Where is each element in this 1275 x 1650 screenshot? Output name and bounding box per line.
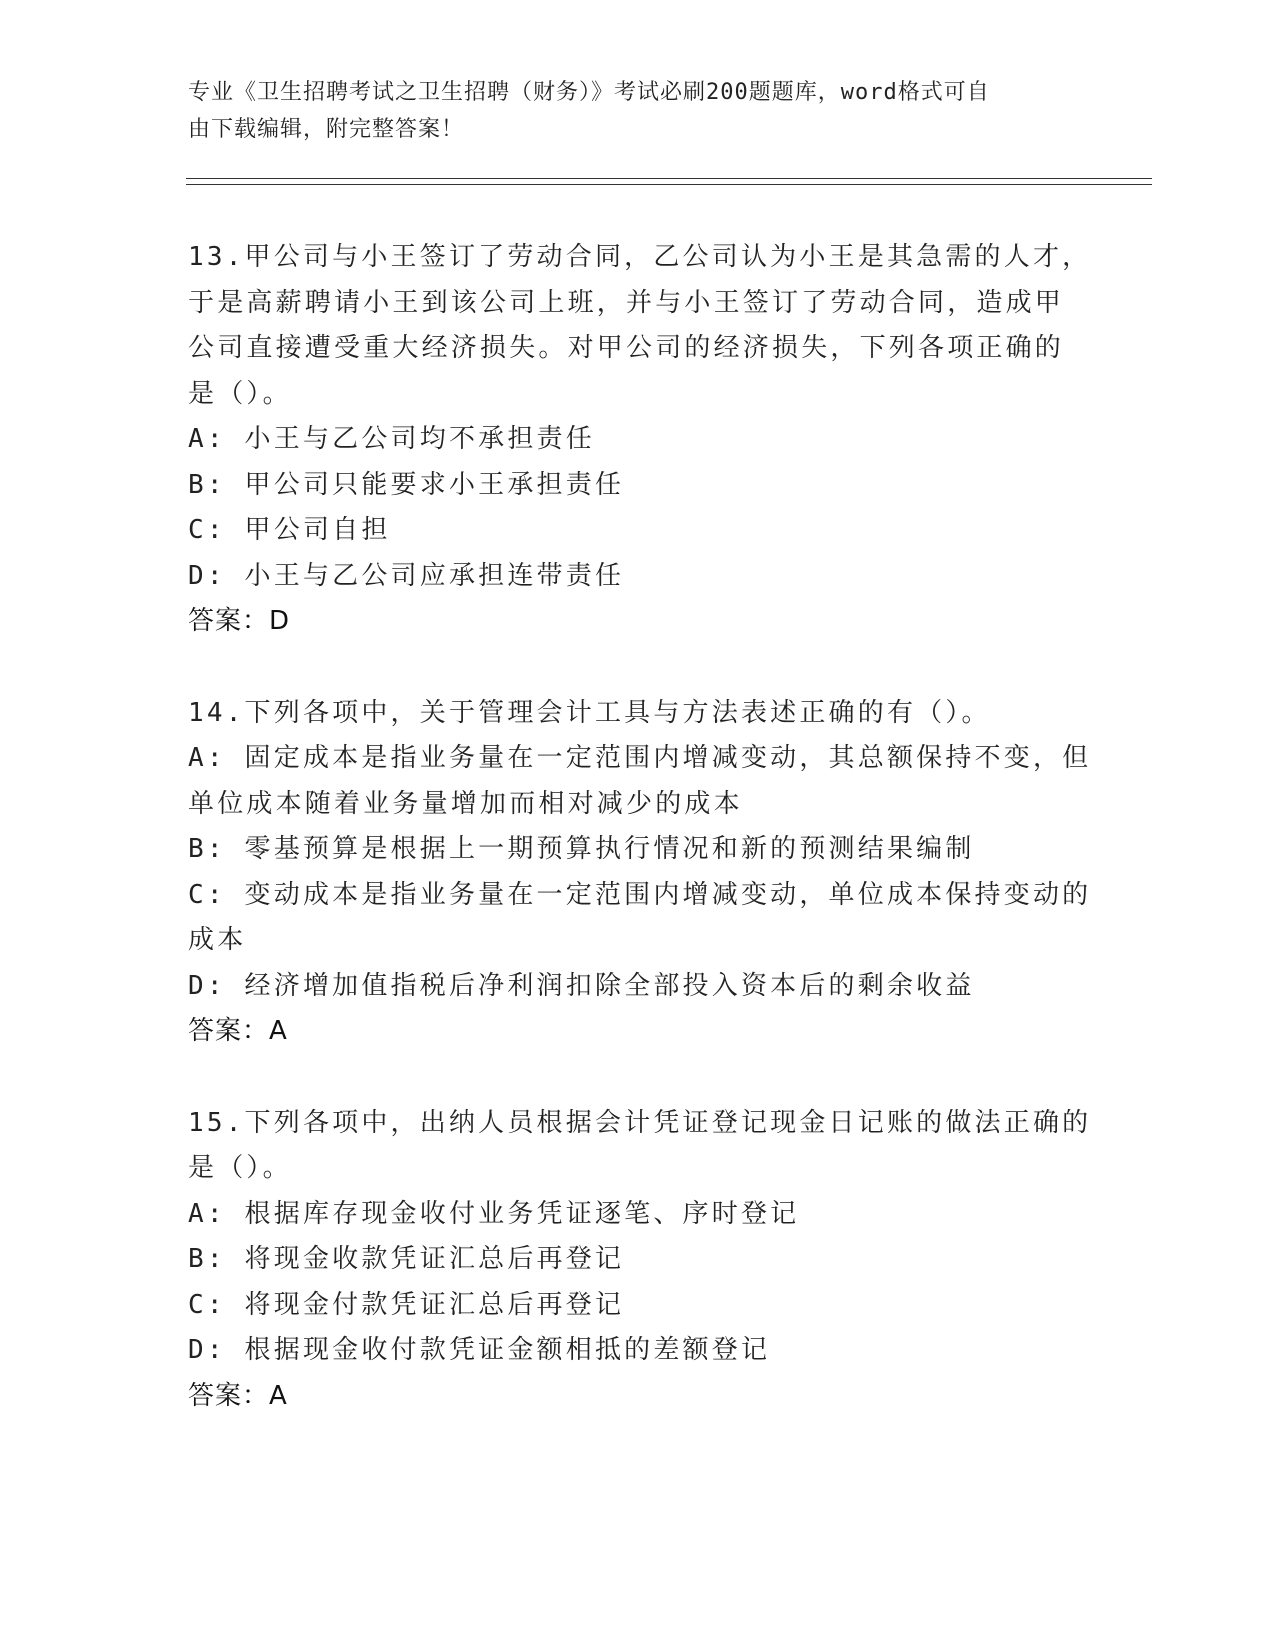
option-b: B: 零基预算是根据上一期预算执行情况和新的预测结果编制 — [188, 834, 975, 864]
question-stem-line: 公司直接遭受重大经济损失。对甲公司的经济损失，下列各项正确的 — [188, 333, 1065, 363]
option-c: C: 将现金付款凭证汇总后再登记 — [188, 1289, 625, 1320]
question-stem-line: 15.下列各项中，出纳人员根据会计凭证登记现金日记账的做法正确的 — [188, 1107, 1092, 1138]
option-a: A: 小王与乙公司均不承担责任 — [188, 424, 595, 454]
option-c: C: 甲公司自担 — [188, 515, 391, 545]
option-a-continued: 单位成本随着业务量增加而相对减少的成本 — [188, 788, 743, 819]
header-line-2: 由下载编辑，附完整答案！ — [188, 117, 465, 142]
question-15 — [188, 1101, 1093, 1420]
question-14 — [188, 691, 1093, 1055]
question-stem-line: 14.下列各项中，关于管理会计工具与方法表述正确的有（）。 — [188, 697, 991, 728]
header-line-1: 专业《卫生招聘考试之卫生招聘（财务）》考试必刷200题题库，word格式可自 — [188, 80, 990, 105]
question-stem-line: 是（）。 — [188, 1153, 292, 1183]
option-d: D: 经济增加值指税后净利润扣除全部投入资本后的剩余收益 — [188, 970, 975, 1001]
question-stem-line: 13.甲公司与小王签订了劳动合同，乙公司认为小王是其急需的人才， — [188, 242, 1092, 272]
header-divider — [186, 178, 1152, 185]
option-a: A: 固定成本是指业务量在一定范围内增减变动，其总额保持不变，但 — [188, 743, 1092, 773]
option-c-continued: 成本 — [188, 925, 247, 955]
option-d: D: 根据现金收付款凭证金额相抵的差额登记 — [188, 1335, 771, 1365]
question-13 — [188, 235, 1093, 645]
option-b: B: 甲公司只能要求小王承担责任 — [188, 469, 625, 500]
question-stem-line: 是（）。 — [188, 378, 292, 409]
document-header — [188, 74, 1088, 148]
answer-label: 答案：A — [188, 1380, 288, 1411]
option-c: C: 变动成本是指业务量在一定范围内增减变动，单位成本保持变动的 — [188, 879, 1092, 910]
option-a: A: 根据库存现金收付业务凭证逐笔、序时登记 — [188, 1198, 800, 1229]
option-d: D: 小王与乙公司应承担连带责任 — [188, 560, 625, 591]
question-list — [188, 235, 1093, 1465]
question-stem-line: 于是高薪聘请小王到该公司上班，并与小王签订了劳动合同，造成甲 — [188, 287, 1065, 318]
answer-label: 答案：D — [188, 606, 291, 636]
option-b: B: 将现金收款凭证汇总后再登记 — [188, 1244, 625, 1274]
answer-label: 答案：A — [188, 1016, 288, 1046]
